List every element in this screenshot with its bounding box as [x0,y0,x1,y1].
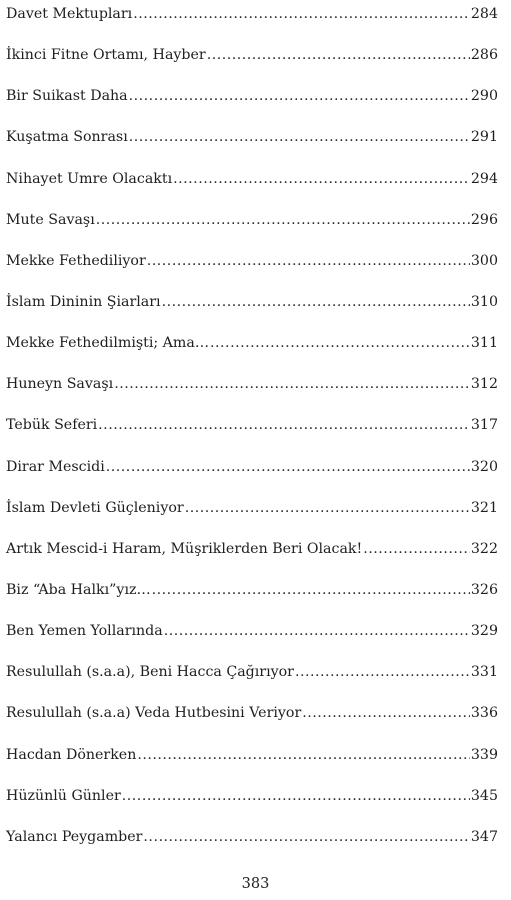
toc-dot-leader [152,580,470,600]
toc-entry-page: 339 [470,746,498,763]
toc-entry [6,4,498,45]
toc-entry-title: Dirar Mescidi [6,458,105,475]
toc-dot-leader [162,292,470,312]
toc-dot-leader [137,745,470,765]
page-number: 383 [241,876,270,892]
toc-entry-title: Huneyn Savaşı [6,376,114,393]
toc-dot-leader [207,45,470,65]
toc-entry [6,457,498,498]
toc-dot-leader [164,621,470,641]
toc-dot-leader [133,4,470,24]
toc-entry-page: 296 [470,211,498,228]
toc-entry [6,251,498,292]
toc-dot-leader [185,498,470,518]
toc-entry-title: Davet Mektupları [6,6,133,22]
toc-entry-title: Kuşatma Sonrası [6,129,128,146]
toc-entry-page: 329 [470,623,498,640]
toc-entry-page: 312 [470,376,498,393]
toc-entry [6,86,498,127]
toc-entry-title: Hüzünlü Günler [6,787,121,804]
toc-entry [6,292,498,333]
toc-entry [6,169,498,210]
toc-entry-title: Tebük Seferi [6,417,98,434]
toc-entry-title: Hacdan Dönerken [6,746,137,763]
toc-entry-title: Mekke Fethediliyor [6,252,146,269]
toc-dot-leader [295,662,470,682]
toc-dot-leader [114,374,470,394]
toc-entry-title: Ben Yemen Yollarında [6,623,163,640]
toc-entry-page: 347 [470,828,498,845]
toc-entry-title: Resulullah (s.a.a) Veda Hutbesini Veriyor [6,705,302,722]
toc-entry-page: 286 [470,47,498,64]
toc-dot-leader [98,415,470,435]
toc-dot-leader [129,127,470,147]
toc-entry [6,745,498,786]
toc-entry [6,621,498,662]
toc-entry [6,374,498,415]
toc-entry-page: 322 [470,540,498,557]
toc-dot-leader [143,827,469,847]
toc-entry-title: İslam Dininin Şiarları [6,293,161,310]
table-of-contents [6,4,498,868]
toc-entry-page: 310 [470,293,498,310]
toc-dot-leader [122,786,470,806]
toc-entry-page: 317 [470,417,498,434]
toc-entry-page: 345 [470,787,498,804]
toc-dot-leader [106,457,470,477]
toc-entry-page: 290 [470,88,498,105]
toc-entry [6,498,498,539]
toc-entry-page: 331 [470,664,498,681]
toc-entry-title: Bir Suikast Daha [6,88,128,105]
toc-entry-page: 326 [470,581,498,598]
toc-entry [6,662,498,703]
toc-entry-page: 336 [470,705,498,722]
toc-entry-title: Mute Savaşı [6,211,95,228]
toc-entry-title: Nihayet Umre Olacaktı [6,170,173,187]
toc-entry-title: Resulullah (s.a.a), Beni Hacca Çağırıyor [6,664,294,681]
toc-entry-page: 291 [470,129,498,146]
toc-dot-leader [173,169,470,189]
toc-entry-title: Artık Mescid-i Haram, Müşriklerden Beri Olacak! [6,540,363,557]
toc-entry [6,703,498,744]
toc-entry-title: İkinci Fitne Ortamı, Hayber [6,47,206,64]
toc-entry [6,127,498,168]
toc-dot-leader [363,539,470,559]
toc-entry-title: Mekke Fethedilmişti; Ama… [6,335,210,352]
toc-entry-title: Biz “Aba Halkı”yız… [6,581,151,598]
toc-entry [6,210,498,251]
toc-entry-page: 294 [470,170,498,187]
toc-entry [6,786,498,827]
toc-entry-title: Yalancı Peygamber [6,828,143,845]
toc-entry-title: İslam Devleti Güçleniyor [6,499,184,516]
toc-entry [6,333,498,374]
toc-entry [6,415,498,456]
toc-entry [6,45,498,86]
toc-entry [6,827,498,868]
toc-dot-leader [302,703,470,723]
toc-entry-page: 300 [470,252,498,269]
toc-dot-leader [210,333,470,353]
toc-entry-page: 284 [470,6,498,22]
toc-entry-page: 320 [470,458,498,475]
toc-entry [6,580,498,621]
toc-dot-leader [147,251,470,271]
toc-entry [6,539,498,580]
toc-dot-leader [129,86,470,106]
toc-entry-page: 321 [470,499,498,516]
toc-entry-page: 311 [470,335,498,352]
toc-dot-leader [96,210,470,230]
